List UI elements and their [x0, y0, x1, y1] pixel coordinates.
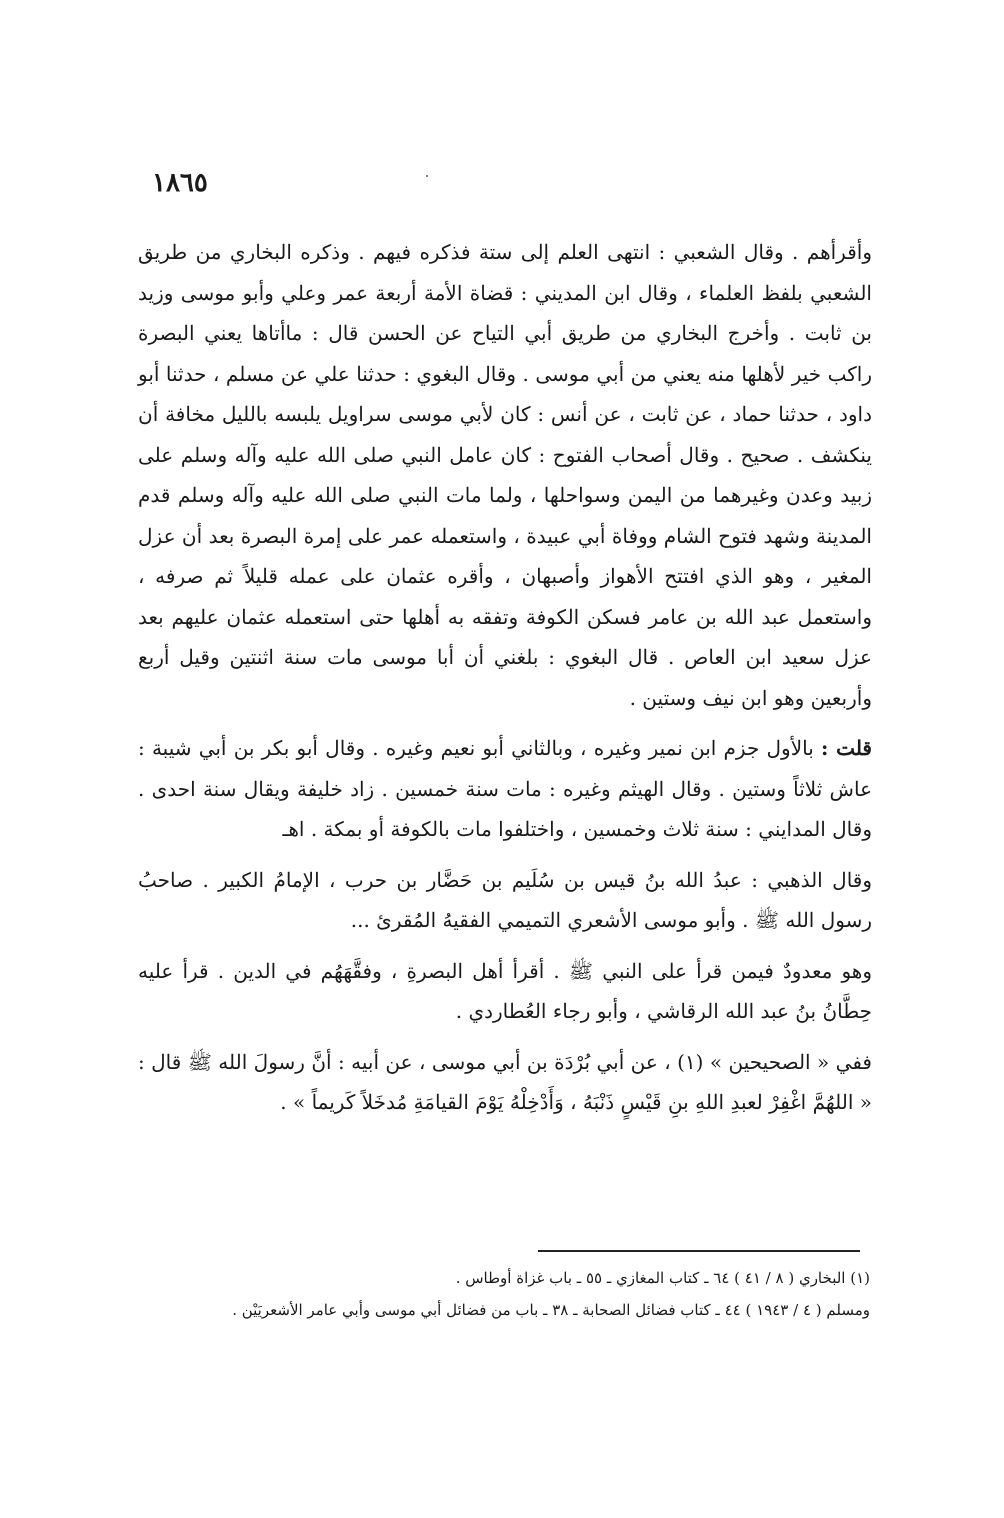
scan-speck	[426, 175, 428, 177]
page-number: ١٨٦٥	[152, 168, 208, 198]
footnote-2: ومسلم ( ٤ / ١٩٤٣ ) ٤٤ ـ كتاب فضائل الصحابة ـ ٣٨ ـ باب من فضائل أبي موسى وأبي عامر الأشعريَيْن .	[232, 1301, 870, 1319]
paragraph-3	[138, 860, 872, 941]
paragraph-5	[138, 1042, 872, 1123]
paragraph-3-text: وقال الذهبي : عبدُ الله بنُ قيس بن سُلَيم بن حَضَّار بن حرب ، الإمامُ الكبير . صاحبُ رسول الله ﷺ . وأبو موسى الأشعري التميمي الفقيهُ المُقرئ ...	[138, 867, 873, 932]
footnote-divider	[538, 1250, 860, 1252]
footnote-1: (١) البخاري ( ٨ / ٤١ ) ٦٤ ـ كتاب المغازي ـ ٥٥ ـ باب غزاة أوطاس .	[455, 1269, 870, 1287]
paragraph-2-text: بالأول جزم ابن نمير وغيره ، وبالثاني أبو نعيم وغيره . وقال أبو بكر بن أبي شيبة : عاش ثلاثاً وستين . وقال الهيثم وغيره : مات سنة خمسين . زاد خليفة ويقال سنة احدى . وقال المدايني : سنة ثلاث وخمسين ، واختلفوا مات بالكوفة أو بمكة . اهـ	[138, 736, 872, 841]
paragraph-5-text: ففي « الصحيحين » (١) ، عن أبي بُرْدَة بن أبي موسى ، عن أبيه : أنَّ رسولَ الله ﷺ قال : « اللهُمَّ اغْفِرْ لعبدِ اللهِ بنِ قَيْسٍ ذَنْبَهُ ، وَأَدْخِلْهُ يَوْمَ القيامَةِ مُدخَلاً كَريماً » .	[138, 1049, 872, 1114]
footnotes	[160, 1262, 870, 1326]
paragraph-2	[138, 728, 872, 850]
paragraph-1	[138, 232, 872, 718]
paragraph-1-text: وأقرأهم . وقال الشعبي : انتهى العلم إلى ستة فذكره فيهم . وذكره البخاري من طريق الشعبي بلفظ العلماء ، وقال ابن المديني : قضاة الأمة أربعة عمر وعلي وأبو موسى وزيد بن ثابت . وأخرج البخاري من طريق أبي التياح عن الحسن قال : ماأتاها يعني البصرة راكب خير لأهلها منه يعني من أبي موسى . وقال البغوي : حدثنا علي عن مسلم ، حدثنا أبو داود ، حدثنا حماد ، عن ثابت ، عن أنس : كان لأبي موسى سراويل يلبسه بالليل مخافة أن ينكشف . صحيح . وقال أصحاب الفتوح : كان عامل النبي صلى الله عليه وآله وسلم على زبيد وعدن وغيرهما من اليمن وسواحلها ، ولما مات النبي صلى الله عليه وآله وسلم قدم المدينة وشهد فتوح الشام ووفاة أبي عبيدة ، واستعمله عمر على إمرة البصرة بعد أن عزل المغير ، وهو الذي افتتح الأهواز وأصبهان ، وأقره عثمان على عمله قليلاً ثم صرفه ، واستعمل عبد الله بن عامر فسكن الكوفة وتفقه به أهلها حتى استعمله عثمان عليهم بعد عزل سعيد ابن العاص . قال البغوي : بلغني أن أبا موسى مات سنة اثنتين وقيل أربع وأربعين وهو ابن نيف وستين .	[138, 240, 872, 710]
paragraph-4	[138, 951, 872, 1032]
paragraph-4-text: وهو معدودٌ فيمن قرأ على النبي ﷺ . أقرأ أهل البصرةِ ، وفقَّهَهُم في الدين . قرأ عليه حِطَّانُ بنُ عبد الله الرقاشي ، وأبو رجاء العُطاردي .	[138, 958, 872, 1023]
paragraph-2-lead: قلت :	[820, 736, 872, 760]
body-text	[138, 232, 872, 1123]
